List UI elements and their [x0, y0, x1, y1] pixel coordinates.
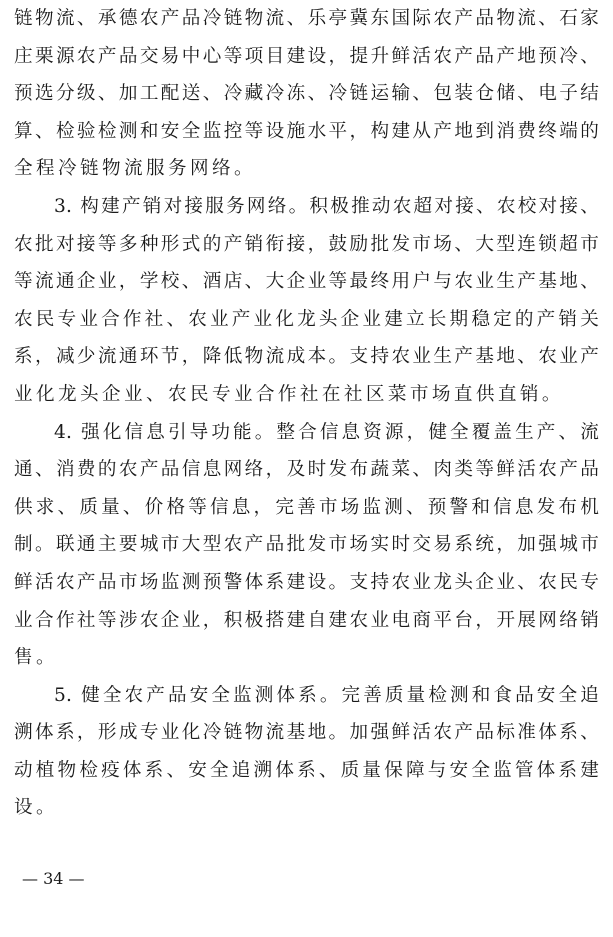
text-line: 3. 构建产销对接服务网络。积极推动农超对接、农校对接、	[54, 195, 599, 217]
text-line: 业化龙头企业、农民专业合作社在社区菜市场直供直销。	[14, 383, 564, 405]
text-line: 业合作社等涉农企业，积极搭建自建农业电商平台，开展网络销	[14, 609, 599, 631]
text-line: 4. 强化信息引导功能。整合信息资源，健全覆盖生产、流	[54, 421, 599, 443]
text-line: 售。	[14, 647, 58, 669]
text-line: 鲜活农产品市场监测预警体系建设。支持农业龙头企业、农民专	[14, 571, 599, 593]
text-line: 全程冷链物流服务网络。	[14, 158, 256, 180]
text-line: 链物流、承德农产品冷链物流、乐亭冀东国际农产品物流、石家	[14, 8, 599, 29]
text-line: 农批对接等多种形式的产销衔接，鼓励批发市场、大型连锁超市	[14, 233, 599, 255]
text-line: 通、消费的农产品信息网络，及时发布蔬菜、肉类等鲜活农产品	[14, 459, 599, 481]
text-line: 溯体系，形成专业化冷链物流基地。加强鲜活农产品标准体系、	[14, 722, 599, 744]
text-line: 动植物检疫体系、安全追溯体系、质量保障与安全监管体系建	[14, 759, 599, 781]
page-number: — 34 —	[22, 869, 85, 888]
text-line: 系，减少流通环节，降低物流成本。支持农业生产基地、农业产	[14, 346, 599, 368]
text-line: 预选分级、加工配送、冷藏冷冻、冷链运输、包装仓储、电子结	[14, 83, 599, 105]
text-line: 庄栗源农产品交易中心等项目建设，提升鲜活农产品产地预冷、	[14, 45, 599, 67]
text-line: 制。联通主要城市大型农产品批发市场实时交易系统，加强城市	[14, 534, 599, 556]
text-line: 等流通企业，学校、酒店、大企业等最终用户与农业生产基地、	[14, 271, 599, 293]
text-line: 农民专业合作社、农业产业化龙头企业建立长期稳定的产销关	[14, 308, 599, 330]
text-line: 算、检验检测和安全监控等设施水平，构建从产地到消费终端的	[14, 120, 599, 142]
document-body	[14, 0, 599, 827]
text-line: 设。	[14, 797, 58, 819]
text-line: 供求、质量、价格等信息，完善市场监测、预警和信息发布机	[14, 496, 599, 518]
text-line: 5. 健全农产品安全监测体系。完善质量检测和食品安全追	[54, 684, 599, 706]
